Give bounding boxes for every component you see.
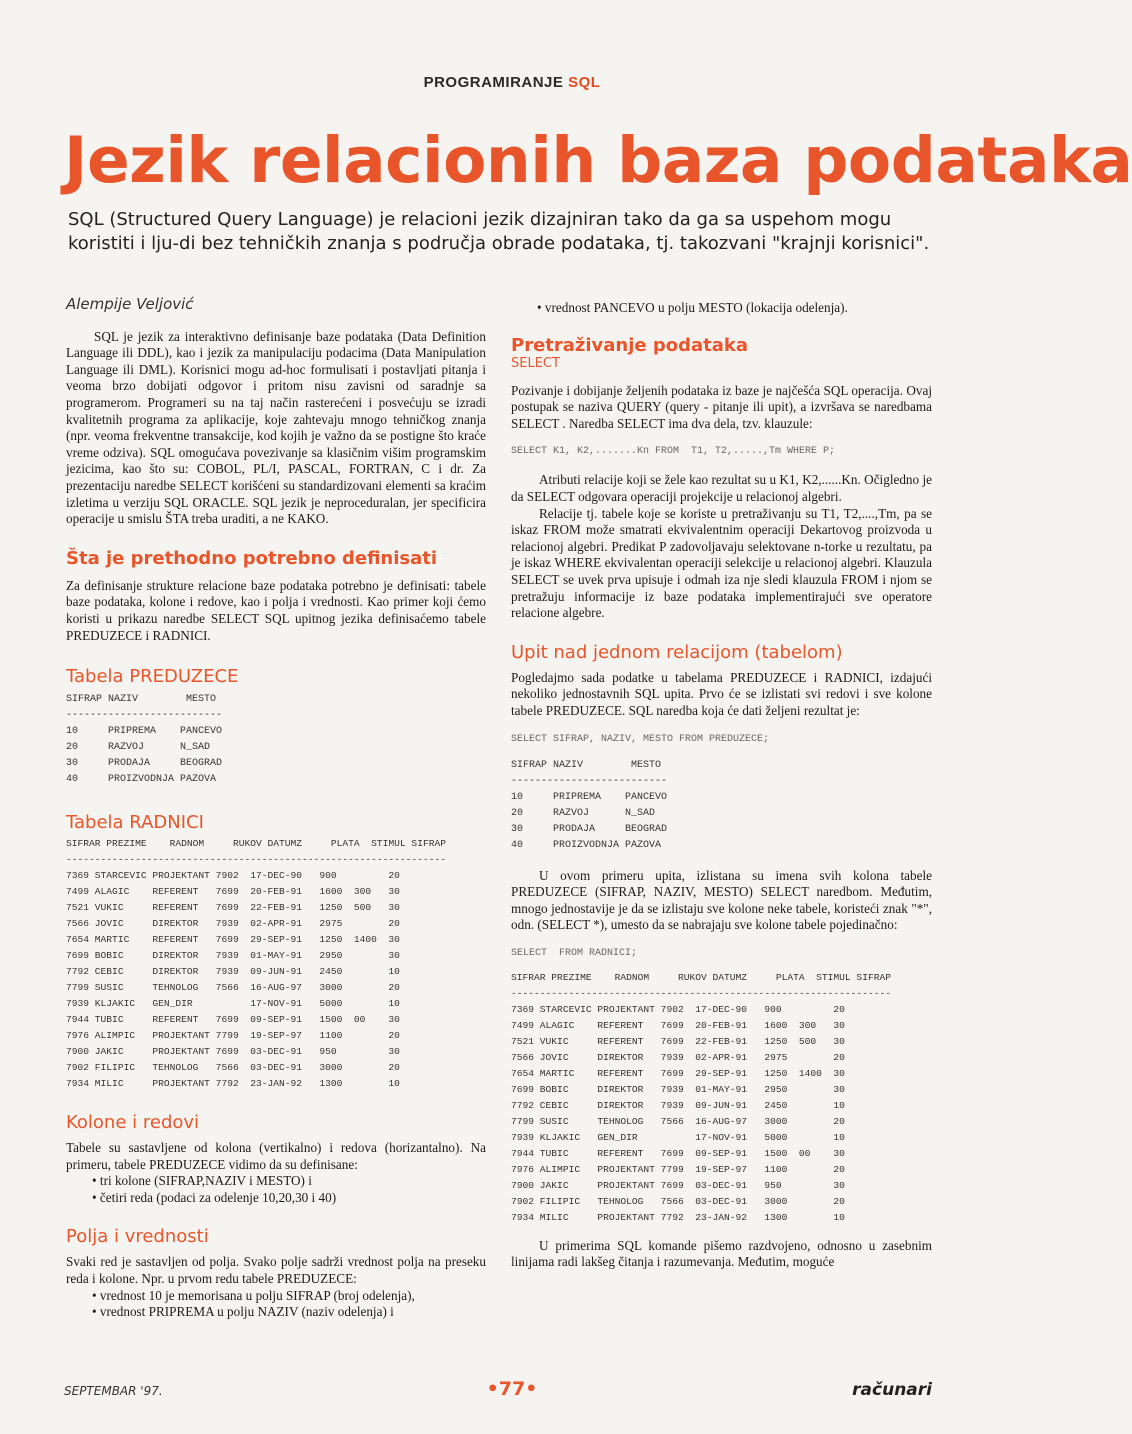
polja-bullets [66,1288,486,1321]
heading-tabela-radnici: Tabela RADNICI [66,812,204,834]
author: Alempije Veljović [66,295,194,313]
heading-pretrazivanje: Pretraživanje podataka [511,334,749,356]
intro-paragraph: SQL je jezik za interaktivno definisanje baze podataka (Data Definition Language ili DDL), kao i jezik za manipulaciju podacima (Data Manipulation Language ili DML). Korisnici mogu ad-hoc formulisati i postavljati pitanja i veoma brzo dobijati odgovor i pritom nisu zavisni od saradnje sa programerom. Programeri su na taj način rasterećeni i posvećuju se izradi kvalitetnih programa za aplikacije, koje zahtevaju mnogo tehničkog znanja (npr. veoma frekventne transakcije, kod kojih je važno da se postigne što kraće vreme odziva). SQL omogućava povezivanje sa klasičnim višim programskim jezicima, kao što su: COBOL, PL/I, PASCAL, FORTRAN, C i dr. Za prezentaciju naredbe SELECT korišćeni su standardizovani elementi sa kraćim izletima u verziju SQL ORACLE. SQL jezik je neproceduralan, jer specificira operacije u smislu ŠTA treba uraditi, a ne KAKO. [66,328,486,527]
heading-prethodno: Šta je prethodno potrebno definisati [66,547,438,569]
paragraph-kolone: Tabele su sastavljene od kolona (vertikalno) i redova (horizantalno). Na primeru, tabele PREDUZECE vidimo da su definisane: [66,1140,486,1172]
subheading-select: SELECT [511,355,560,371]
page-number: •77• [486,1378,538,1400]
code-select: SELECT K1, K2,.......Kn FROM T1, T2,.....,Tm WHERE P; [511,446,836,458]
list-item: • četiri reda (podaci za odelenje 10,20,30 i 40) [92,1190,486,1207]
right-column [511,300,932,1271]
pancevo-bullet [511,300,932,317]
list-item: • tri kolone (SIFRAP,NAZIV i MESTO) i [92,1173,486,1190]
code-query-1: SELECT SIFRAP, NAZIV, MESTO FROM PREDUZECE; [511,733,770,745]
paragraph-polja: Svaki red je sastavljen od polja. Svako polje sadrži vrednost polja na preseku reda i kolone. Npr. u prvom redu tabele PREDUZECE: [66,1254,486,1287]
heading-tabela-preduzece: Tabela PREDUZECE [66,666,239,688]
paragraph-zakljucak: U primerima SQL komande pišemo razdvojeno, odnosno u zasebnim linijama radi lakšeg čitanja i razumevanja. Međutim, moguće [511,1237,932,1270]
article-lead: SQL (Structured Query Language) je relacioni jezik dizajniran tako da ga sa uspehom mogu koristiti i lju-di bez tehničkih znanja s područja obrade podataka, tj. takozvani "krajnji korisnici". [68,209,930,254]
heading-kolone: Kolone i redovi [66,1112,200,1134]
heading-upit: Upit nad jednom relacijom (tabelom) [511,641,843,663]
left-column [66,296,486,1321]
kolone-bullets [66,1173,486,1206]
paragraph-prethodno: Za definisanje strukture relacione baze podataka potrebno je definisati: tabele baze podataka, kolone i redove, kao i polja i vrednosti. Kao primer koji ćemo koristi u prikazu naredbe SELECT SQL upitnog jezika definisaćemo tabele PREDUZECE i RADNICI. [66,577,486,643]
result-query-2: SIFRAR PREZIME RADNOM RUKOV DATUMZ PLATA STIMUL SIFRAP ------------------------------------------------------------------ 7369 STARCEVIC PROJEKTANT 7902 17-DEC-90 900 20 7499 ALAGIC REFERENT 7699 20-FEB-91 1600 300 30 7521 VUKIC REFERENT 7699 22-FEB-91 1250 500 30 7566 JOVIC DIREKTOR 7939 02-APR-91 2975 20 7654 MARTIC REFERENT 7699 29-SEP-91 1250 1400 30 7699 BOBIC DIREKTOR 7939 01-MAY-91 2950 30 7792 CEBIC DIREKTOR 7939 09-JUN-91 2450 10 7799 SUSIC TEHNOLOG 7566 16-AUG-97 3000 20 7939 KLJAKIC GEN_DIR 17-NOV-91 5000 10 7944 TUBIC REFERENT 7699 09-SEP-91 1500 00 30 7976 ALIMPIC PROJEKTANT 7799 19-SEP-97 1100 20 7900 JAKIC PROJEKTANT 7699 03-DEC-91 950 30 7902 FILIPIC TEHNOLOG 7566 03-DEC-91 3000 20 7934 MILIC PROJEKTANT 7792 23-JAN-92 1300 10 [511,971,891,1223]
paragraph-relacije: Relacije tj. tabele koje se koriste u pretraživanju su T1, T2,....,Tm, pa se iskaz FROM može smatrati ekvivalentnim operaciji Dekartovog proizvoda u relacionoj algebri. Predikat P zadovoljavaju selektovane n-torke u rezultatu, pa je iskaz WHERE ekvivalentan operaciji selekcije u relacionoj algebri. Klauzula SELECT se uvek prva upisuje i odmah iza nje sledi klauzula FROM i njom se pretražuju informacije iz baze podataka implementirajući sve operatore relacione algebre. [511,505,932,621]
result-query-1: SIFRAP NAZIV MESTO -------------------------- 10 PRIPREMA PANCEVO 20 RAZVOJ N_SAD 30 PRODAJA BEOGRAD 40 PROIZVODNJA PAZOVA [511,759,668,851]
table-radnici: SIFRAR PREZIME RADNOM RUKOV DATUMZ PLATA STIMUL SIFRAP ------------------------------------------------------------------ 7369 STARCEVIC PROJEKTANT 7902 17-DEC-90 900 20 7499 ALAGIC REFERENT 7699 20-FEB-91 1600 300 30 7521 VUKIC REFERENT 7699 22-FEB-91 1250 500 30 7566 JOVIC DIREKTOR 7939 02-APR-91 2975 20 7654 MARTIC REFERENT 7699 29-SEP-91 1250 1400 30 7699 BOBIC DIREKTOR 7939 01-MAY-91 2950 30 7792 CEBIC DIREKTOR 7939 09-JUN-91 2450 10 7799 SUSIC TEHNOLOG 7566 16-AUG-97 3000 20 7939 KLJAKIC GEN_DIR 17-NOV-91 5000 10 7944 TUBIC REFERENT 7699 09-SEP-91 1500 00 30 7976 ALIMPIC PROJEKTANT 7799 19-SEP-97 1100 20 7900 JAKIC PROJEKTANT 7699 03-DEC-91 950 30 7902 FILIPIC TEHNOLOG 7566 03-DEC-91 3000 20 7934 MILIC PROJEKTANT 7792 23-JAN-92 1300 10 [66,838,446,1090]
issue-date: SEPTEMBAR '97. [64,1384,163,1398]
paragraph-atributi: Atributi relacije koji se žele kao rezultat su u K1, K2,......Kn. Očigledno je da SELECT odgovara operaciji projekcije u relacionoj algebri. [511,472,932,504]
code-query-2: SELECT FROM RADNICI; [511,947,638,959]
paragraph-pozivanje: Pozivanje i dobijanje željenih podataka iz baze je najčešća SQL operacija. Ovaj postupak se naziva QUERY (query - pitanje ili upit), a izvršava se naredbama SELECT . Naredba SELECT ima dva dela, tzv. klauzule: [511,382,932,431]
paragraph-upit: Pogledajmo sada podatke u tabelama PREDUZECE i RADNICI, izdajući nekoliko jednostavnih SQL upita. Prvo će se izlistati svi redovi i sve kolone tabele PREDUZECE. SQL naredba koja će dati željeni rezultat je: [511,669,932,718]
list-item: • vrednost 10 je memorisana u polju SIFRAP (broj odelenja), [92,1288,486,1305]
list-item: • vrednost PANCEVO u polju MESTO (lokacija odelenja). [537,300,932,317]
kicker-accent: SQL [568,74,601,91]
list-item: • vrednost PRIPREMA u polju NAZIV (naziv odelenja) i [92,1304,486,1321]
heading-polja: Polja i vrednosti [66,1226,209,1248]
table-preduzece: SIFRAP NAZIV MESTO -------------------------- 10 PRIPREMA PANCEVO 20 RAZVOJ N_SAD 30 PRODAJA BEOGRAD 40 PROIZVODNJA PAZOVA [66,694,223,786]
paragraph-primer: U ovom primeru upita, izlistana su imena svih kolona tabele PREDUZECE (SIFRAP, NAZIV, MESTO) SELECT naredbom. Međutim, mnogo jednostavije je da se izlistaju sve kolone neke tabele, koristeći znak "*", odn. (SELECT *), umesto da se nabrajaju sve kolone tabele pojedinačno: [511,867,932,933]
kicker-main: PROGRAMIRANJE [423,74,564,91]
section-kicker [0,74,1024,91]
article-title: Jezik relacionih baza podataka [64,124,1132,197]
magazine-logo: računari [852,1380,932,1400]
